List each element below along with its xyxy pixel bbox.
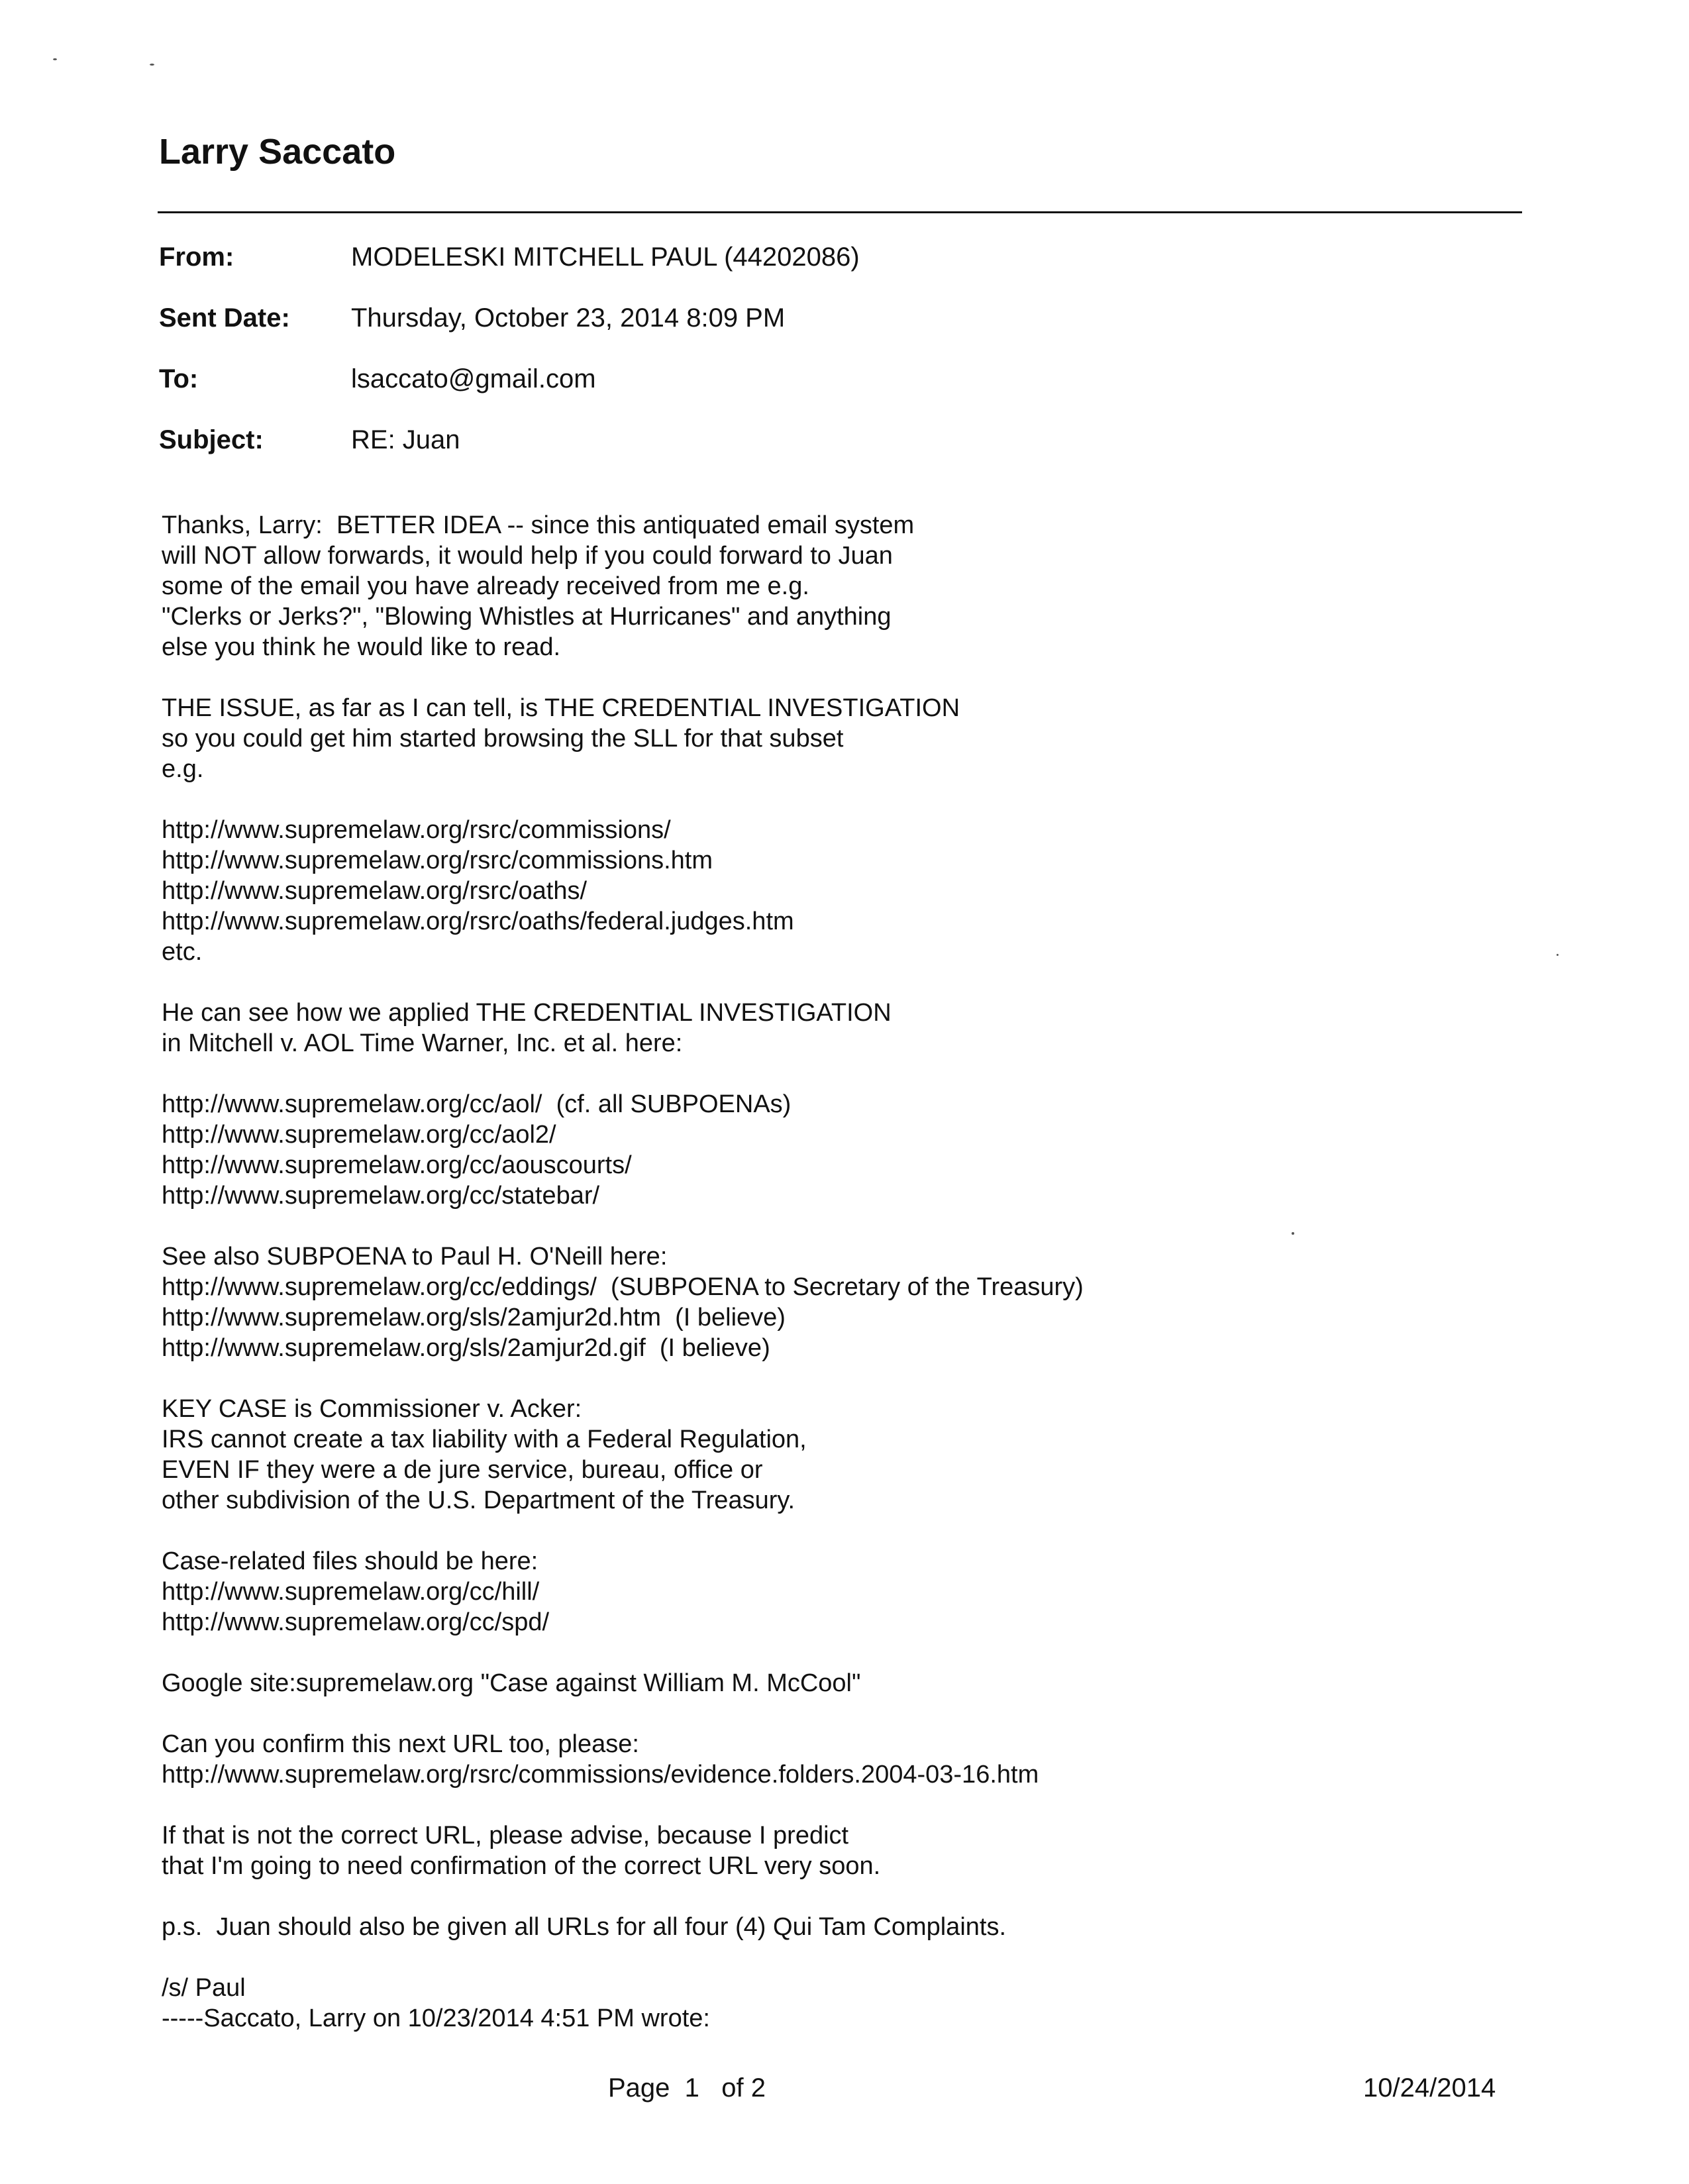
body-line: Case-related files should be here: <box>162 1547 538 1575</box>
body-line: some of the email you have already received from me e.g. <box>162 572 809 600</box>
body-paragraph <box>162 693 1486 784</box>
body-line: -----Saccato, Larry on 10/23/2014 4:51 PM wrote: <box>162 2004 710 2032</box>
body-paragraph <box>162 1394 1486 1516</box>
body-line: Thanks, Larry: BETTER IDEA -- since this antiquated email system <box>162 511 915 539</box>
body-paragraph <box>162 1546 1486 1638</box>
print-date: 10/24/2014 <box>1363 2073 1496 2103</box>
body-paragraph <box>162 815 1486 967</box>
body-line: http://www.supremelaw.org/cc/eddings/ (SUBPOENA to Secretary of the Treasury) <box>162 1273 1084 1301</box>
scan-speck <box>150 64 154 66</box>
title-divider <box>158 211 1522 213</box>
sent-date-label: Sent Date: <box>159 303 290 333</box>
body-paragraph <box>162 1668 1486 1698</box>
body-line: will NOT allow forwards, it would help if you could forward to Juan <box>162 542 893 570</box>
body-paragraph <box>162 1973 1486 2034</box>
body-line: p.s. Juan should also be given all URLs for all four (4) Qui Tam Complaints. <box>162 1913 1007 1941</box>
body-line: http://www.supremelaw.org/rsrc/oaths/federal.judges.htm <box>162 908 794 935</box>
body-line: that I'm going to need confirmation of the correct URL very soon. <box>162 1852 881 1880</box>
scan-speck <box>1557 954 1559 956</box>
body-line: http://www.supremelaw.org/rsrc/commissions/ <box>162 816 671 844</box>
body-line: "Clerks or Jerks?", "Blowing Whistles at Hurricanes" and anything <box>162 603 892 631</box>
body-line: http://www.supremelaw.org/cc/aouscourts/ <box>162 1151 632 1179</box>
body-line: See also SUBPOENA to Paul H. O'Neill here: <box>162 1243 668 1271</box>
body-line: If that is not the correct URL, please advise, because I predict <box>162 1822 849 1849</box>
body-paragraph <box>162 998 1486 1059</box>
scan-speck <box>1292 1232 1294 1235</box>
body-line: EVEN IF they were a de jure service, bureau, office or <box>162 1456 763 1484</box>
body-line: else you think he would like to read. <box>162 633 561 661</box>
subject-value: RE: Juan <box>351 425 460 454</box>
page-number: Page 1 of 2 <box>608 2073 766 2103</box>
body-line: http://www.supremelaw.org/rsrc/commissions.htm <box>162 847 713 874</box>
body-line: http://www.supremelaw.org/cc/statebar/ <box>162 1182 600 1210</box>
body-line: http://www.supremelaw.org/rsrc/oaths/ <box>162 877 588 905</box>
scan-speck <box>53 58 57 60</box>
body-line: http://www.supremelaw.org/cc/aol2/ <box>162 1121 556 1149</box>
body-line: in Mitchell v. AOL Time Warner, Inc. et al. here: <box>162 1029 683 1057</box>
body-paragraph <box>162 1241 1486 1363</box>
body-line: KEY CASE is Commissioner v. Acker: <box>162 1395 582 1423</box>
body-line: http://www.supremelaw.org/cc/hill/ <box>162 1578 540 1606</box>
to-label: To: <box>159 364 199 393</box>
body-line: http://www.supremelaw.org/cc/spd/ <box>162 1608 550 1636</box>
body-paragraph <box>162 1820 1486 1881</box>
body-line: http://www.supremelaw.org/sls/2amjur2d.htm (I believe) <box>162 1304 786 1331</box>
body-line: http://www.supremelaw.org/sls/2amjur2d.gif (I believe) <box>162 1334 770 1362</box>
to-value: lsaccato@gmail.com <box>351 364 596 393</box>
body-line: Google site:supremelaw.org "Case against William M. McCool" <box>162 1669 861 1697</box>
body-line: e.g. <box>162 755 204 783</box>
body-paragraph <box>162 1089 1486 1211</box>
body-paragraph <box>162 510 1486 662</box>
body-line: /s/ Paul <box>162 1974 246 2002</box>
body-line: He can see how we applied THE CREDENTIAL INVESTIGATION <box>162 999 892 1027</box>
body-line: other subdivision of the U.S. Department of the Treasury. <box>162 1486 795 1514</box>
sent-date-value: Thursday, October 23, 2014 8:09 PM <box>351 303 786 333</box>
body-line: IRS cannot create a tax liability with a Federal Regulation, <box>162 1426 807 1453</box>
body-paragraph <box>162 1912 1486 1942</box>
body-line: THE ISSUE, as far as I can tell, is THE CREDENTIAL INVESTIGATION <box>162 694 960 722</box>
body-line: Can you confirm this next URL too, please: <box>162 1730 639 1758</box>
from-value: MODELESKI MITCHELL PAUL (44202086) <box>351 242 860 272</box>
subject-label: Subject: <box>159 425 264 454</box>
body-line: etc. <box>162 938 203 966</box>
email-body <box>162 510 1486 2064</box>
body-line: http://www.supremelaw.org/cc/aol/ (cf. all SUBPOENAs) <box>162 1090 792 1118</box>
body-line: http://www.supremelaw.org/rsrc/commissions/evidence.folders.2004-03-16.htm <box>162 1761 1039 1789</box>
body-paragraph <box>162 1729 1486 1790</box>
document-title: Larry Saccato <box>159 132 396 172</box>
from-label: From: <box>159 242 234 272</box>
body-line: so you could get him started browsing the SLL for that subset <box>162 725 844 753</box>
